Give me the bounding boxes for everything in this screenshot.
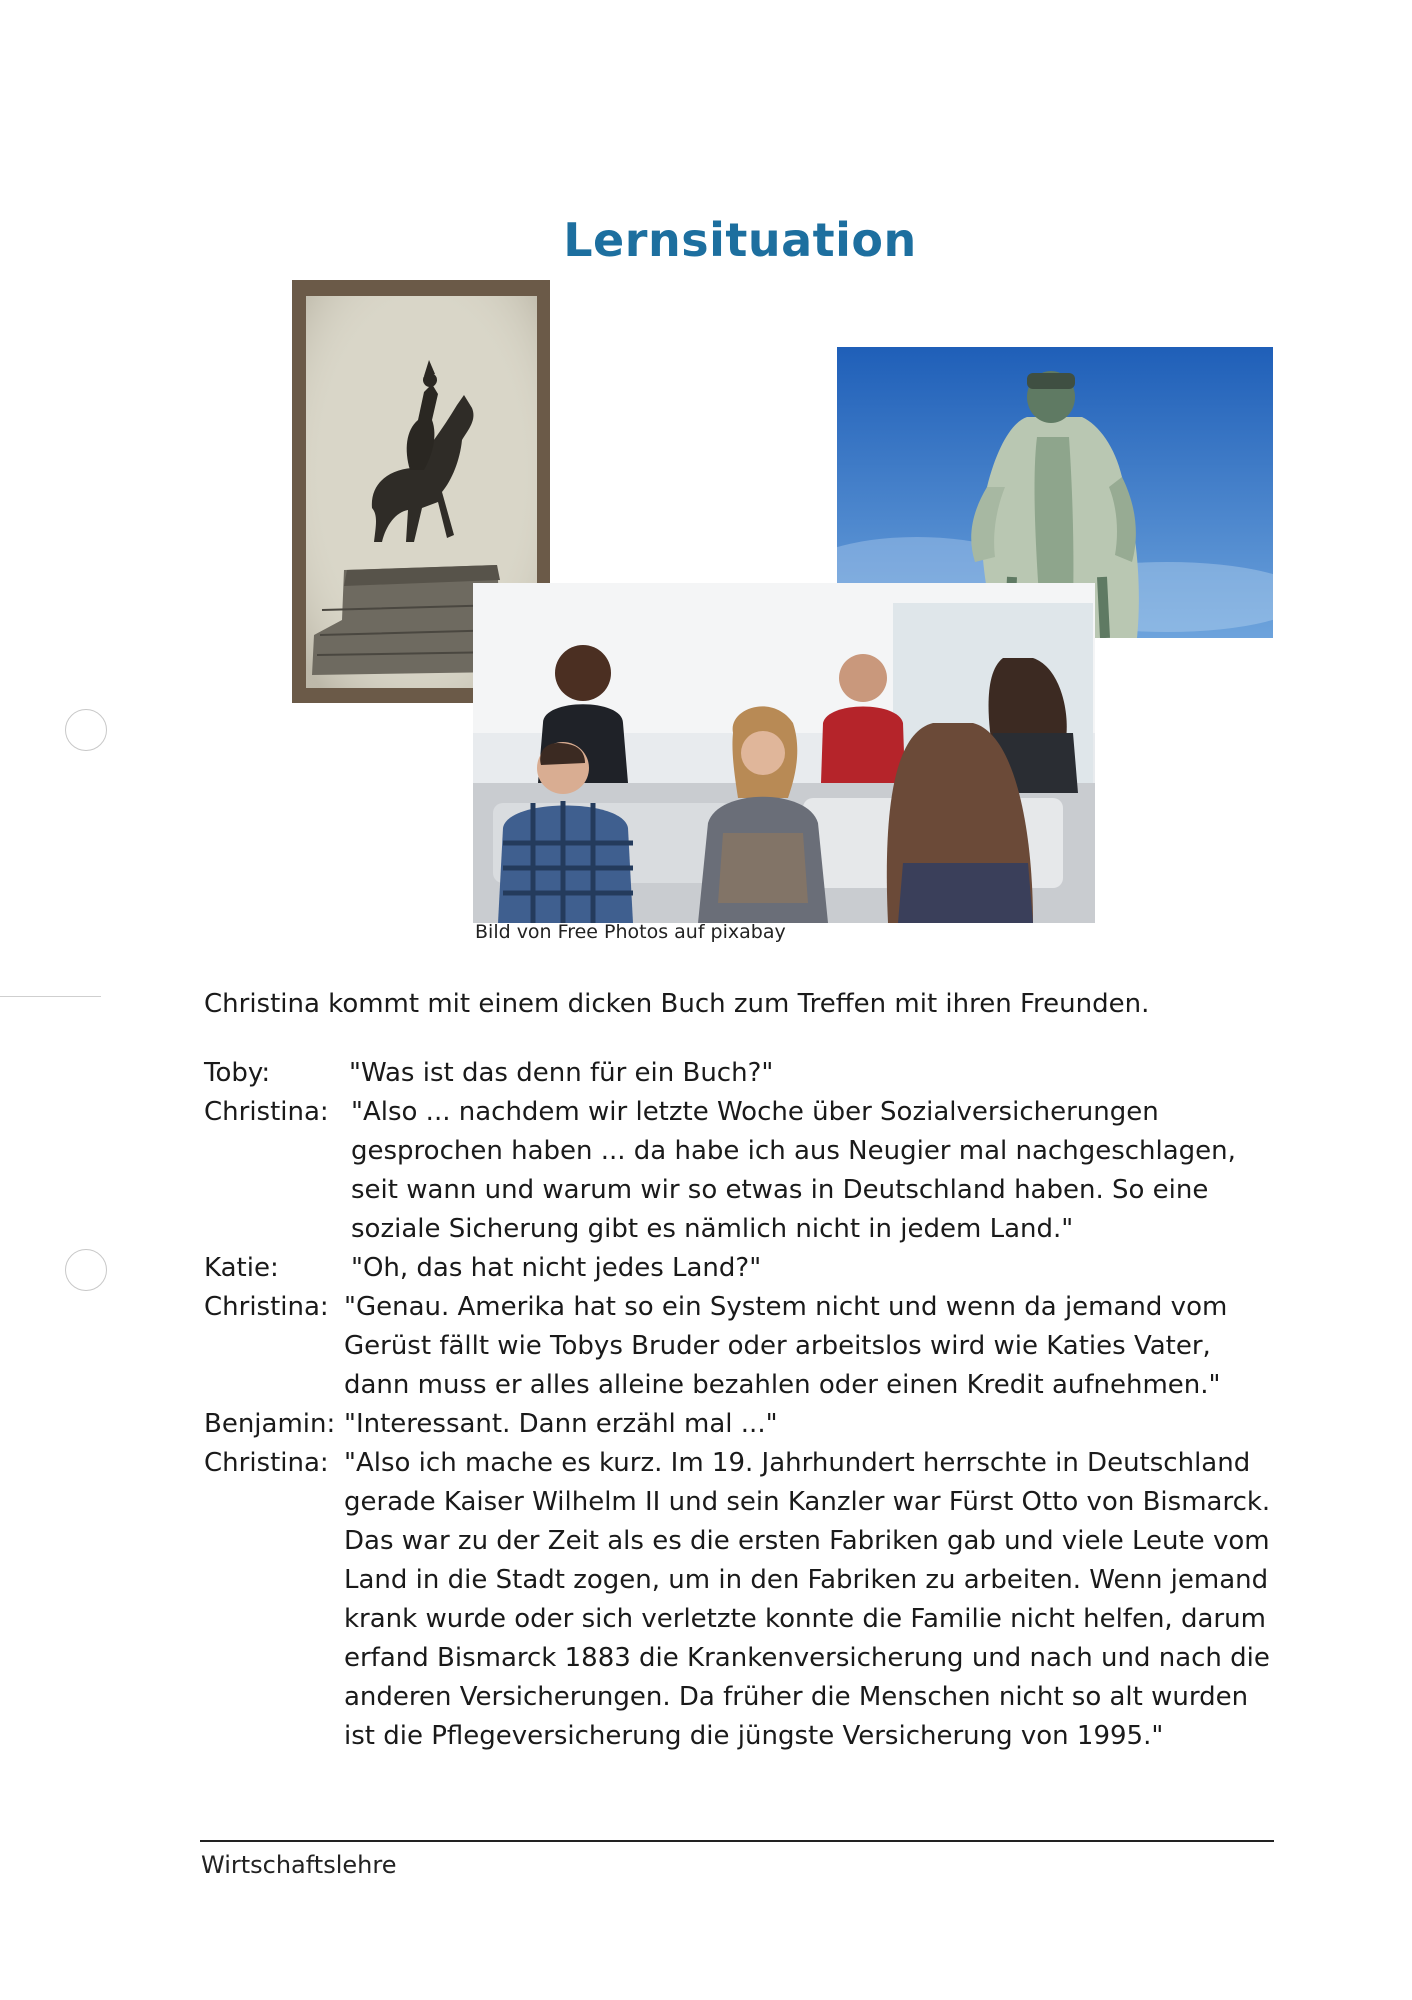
dialogue-turn [204,1444,1284,1756]
speaker-label: Toby: [204,1058,271,1088]
dialogue-line: "Was ist das denn für ein Buch?" [349,1058,774,1088]
dialogue-turn [204,1249,1284,1288]
punch-hole-mark [65,709,107,751]
footer-rule [200,1840,1274,1842]
dialogue-line: "Oh, das hat nicht jedes Land?" [351,1253,762,1283]
footer-subject: Wirtschaftslehre [201,1851,397,1879]
punch-hole-mark [65,1249,107,1291]
dialogue-line: "Genau. Amerika hat so ein System nicht und wenn da jemand vom Gerüst fällt wie Tobys Bruder oder arbeitslos wird wie Katies Vater, dann muss er alles alleine bezahlen oder einen Kredit aufnehmen." [344,1292,1228,1400]
speaker-label: Christina: [204,1292,329,1322]
dialogue-line: "Also ich mache es kurz. Im 19. Jahrhundert herrschte in Deutschland gerade Kaiser Wilhelm II und sein Kanzler war Fürst Otto von Bismarck. Das war zu der Zeit als es die ersten Fabriken gab und viele Leute vom Land in die Stadt zogen, um in den Fabriken zu arbeiten. Wenn jemand krank wurde oder sich verletzte konnte die Familie nicht helfen, darum erfand Bismarck 1883 die Krankenversicherung und nach und nach die anderen Versicherungen. Da früher die Menschen nicht so alt wurden ist die Pflegeversicherung die jüngste Versicherung von 1995." [344,1448,1271,1751]
page-title: Lernsituation [563,213,917,267]
dialogue-turn [204,1054,1284,1093]
fold-mark [0,996,101,997]
speaker-label: Christina: [204,1097,329,1127]
group-meeting-photo [473,583,1095,923]
dialogue-line: "Interessant. Dann erzähl mal ..." [344,1409,778,1439]
photo-credit: Bild von Free Photos auf pixabay [475,921,786,943]
speaker-label: Christina: [204,1448,329,1478]
dialogue-turn [204,1405,1284,1444]
speaker-label: Katie: [204,1253,279,1283]
dialogue-line: "Also ... nachdem wir letzte Woche über Sozialversicherungen gesprochen haben ... da habe ich aus Neugier mal nachgeschlagen, seit wann und warum wir so etwas in Deutschland haben. So eine soziale Sicherung gibt es nämlich nicht in jedem Land." [351,1097,1236,1244]
speaker-label: Benjamin: [204,1409,336,1439]
dialogue-turn [204,1093,1284,1249]
dialogue-turn [204,1288,1284,1405]
intro-paragraph: Christina kommt mit einem dicken Buch zum Treffen mit ihren Freunden. [204,989,1150,1019]
dialogue [204,1054,1284,1756]
